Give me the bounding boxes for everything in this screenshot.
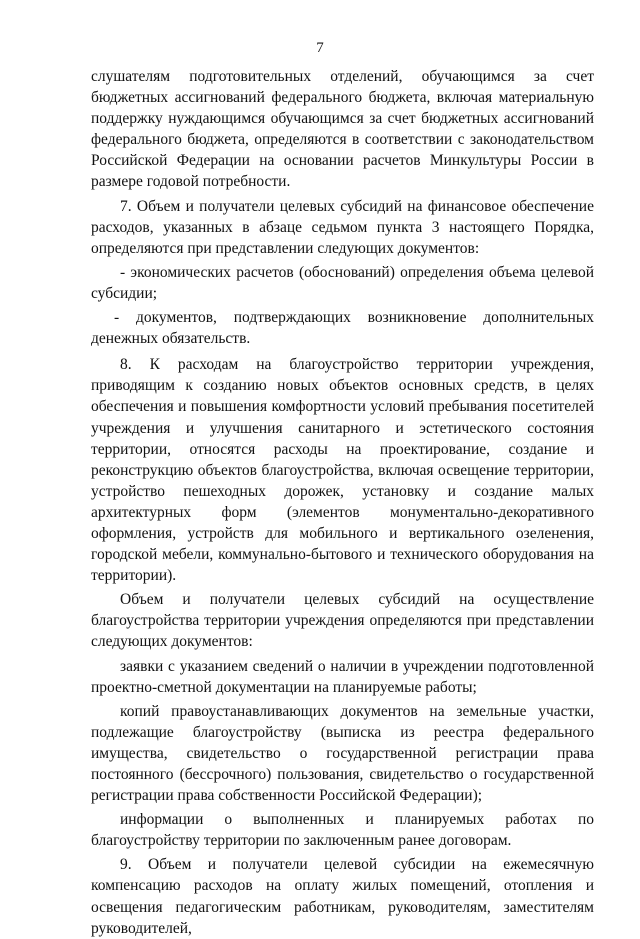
paragraph-item-8: 8. К расходам на благоустройство территории учреждения, приводящим к созданию новых объектов основных средств, в целях обеспечения и повышения комфортности условий пребывания посетителей учреждения и улучшения санитарного и эстетического состояния территории, относятся расходы на проектирование, создание и реконструкцию объектов благоустройства, включая освещение территории, устройство пешеходных дорожек, установку и создание малых архитектурных форм (элементов монументально-декоративного оформления, устройств для мобильного и вертикального озеленения, городской мебели, коммунально-бытового и технического оборудования на территории). bbox=[91, 356, 594, 585]
paragraph-supporting-documents-line2: денежных обязательств. bbox=[91, 330, 251, 348]
paragraph-supporting-documents-line1: - документов, подтверждающих возникновение дополнительных bbox=[114, 309, 594, 327]
paragraph-supporting-documents bbox=[91, 307, 594, 349]
paragraph-item-9: 9. Объем и получатели целевой субсидии на ежемесячную компенсацию расходов на оплату жилых помещений, отопления и освещения педагогическим работникам, руководителям, заместителям руководителей, bbox=[91, 856, 594, 937]
paragraph-title-documents: копий правоустанавливающих документов на земельные участки, подлежащие благоустройству (выписка из реестра федерального имущества, свидетельство о государственной регистрации права постоянного (бессрочного) пользования, свидетельство о государственной регистрации права собственности Российской Федерации); bbox=[91, 702, 594, 805]
paragraph-economic-calculations: - экономических расчетов (обоснований) определения объема целевой субсидии; bbox=[91, 263, 594, 302]
paragraph-work-information: информации о выполненных и планируемых работах по благоустройству территории по заключенным ранее договорам. bbox=[91, 811, 594, 850]
paragraph-landscaping-volume: Объем и получатели целевых субсидий на осуществление благоустройства территории учреждения определяются при представлении следующих документов: bbox=[91, 591, 594, 651]
paragraph-continuation: слушателям подготовительных отделений, обучающимся за счет бюджетных ассигнований федерального бюджета, включая материальную поддержку нуждающимся обучающимся за счет бюджетных ассигнований федерального бюджета, определяются в соответствии с законодательством Российской Федерации на основании расчетов Минкультуры России в размере годовой потребности. bbox=[91, 68, 594, 191]
paragraph-application: заявки с указанием сведений о наличии в учреждении подготовленной проектно-сметной документации на планируемые работы; bbox=[91, 657, 594, 696]
paragraph-item-7: 7. Объем и получатели целевых субсидий на финансовое обеспечение расходов, указанных в абзаце седьмом пункта 3 настоящего Порядка, определяются при представлении следующих документов: bbox=[91, 197, 594, 257]
document-body bbox=[91, 66, 594, 939]
page-number: 7 bbox=[316, 40, 324, 56]
